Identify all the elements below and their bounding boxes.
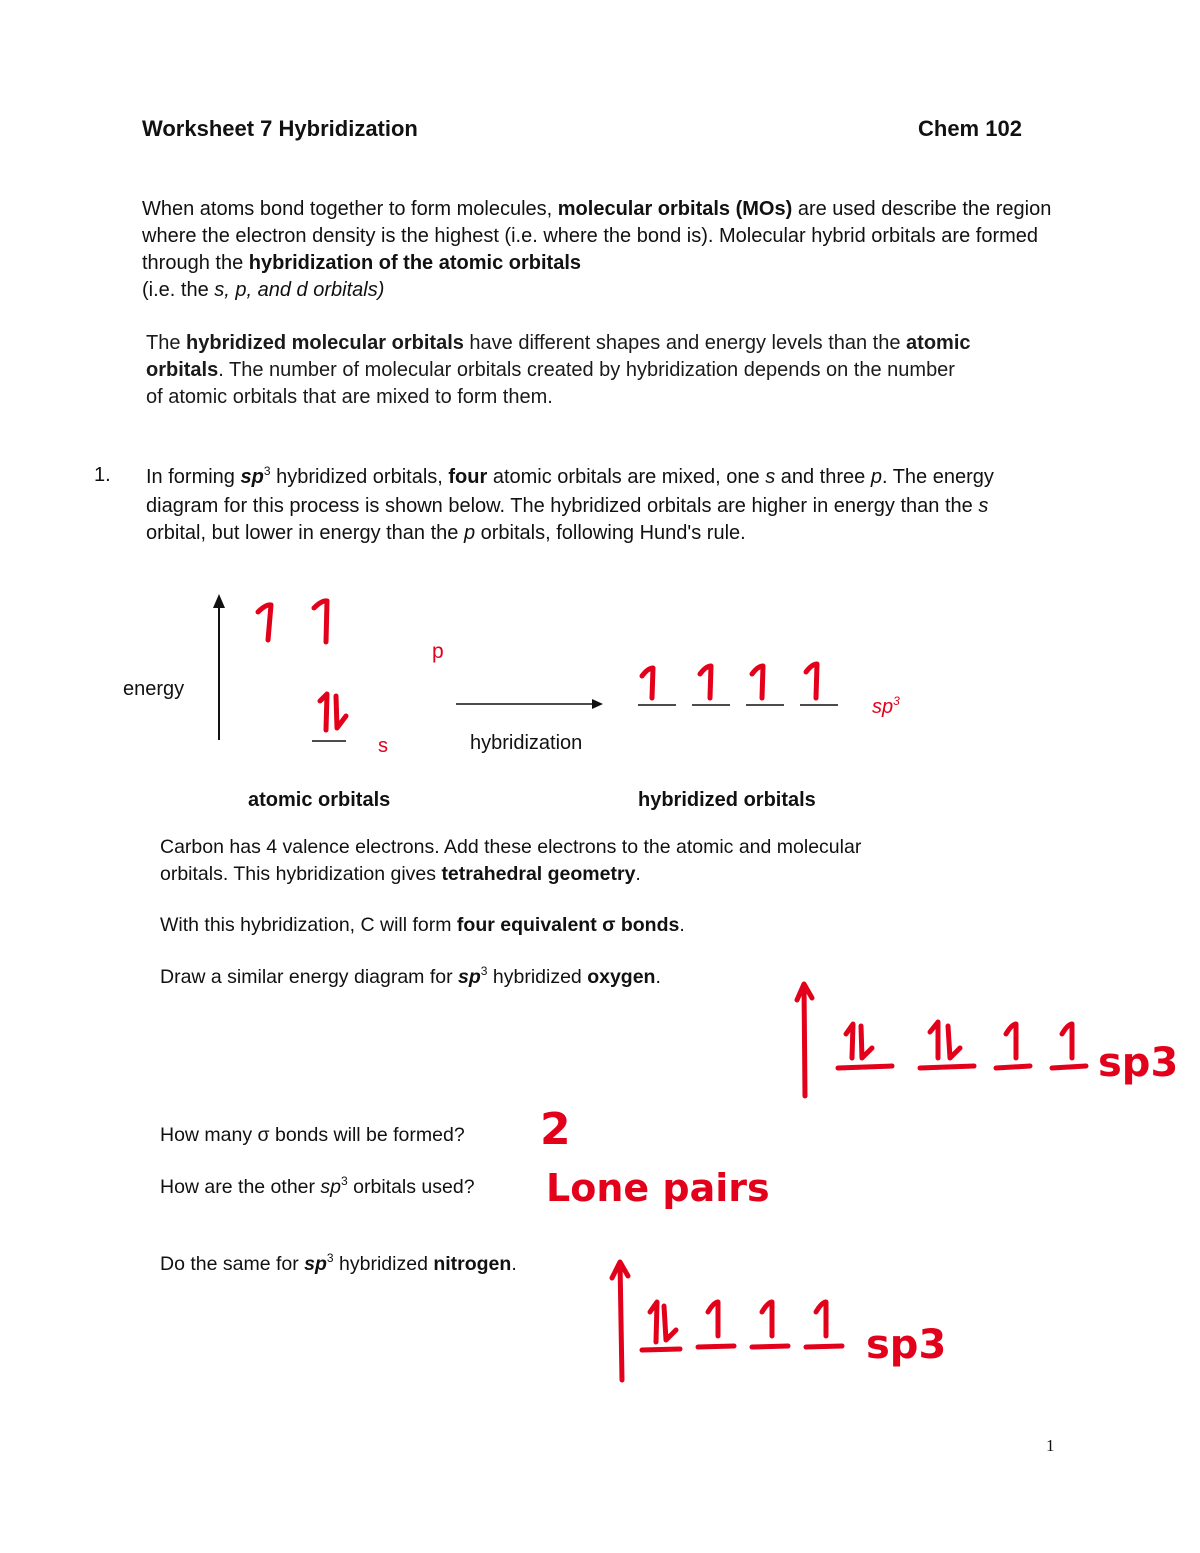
hybridization-arrow bbox=[456, 699, 603, 709]
nitrogen-bold: nitrogen bbox=[433, 1253, 512, 1275]
hybridization-arrow-label: hybridization bbox=[470, 732, 583, 754]
handwritten-s-electron-pair bbox=[320, 694, 327, 730]
handwritten-sigma-answer: 2 bbox=[540, 1104, 571, 1155]
handwritten-nitrogen-electron bbox=[708, 1302, 718, 1336]
para2-bold: hybridized molecular orbitals bbox=[186, 332, 464, 354]
handwritten-p-electron bbox=[314, 601, 327, 642]
q1-italic: s bbox=[765, 466, 776, 488]
nitrogen-text: hybridized bbox=[333, 1253, 434, 1275]
q1-text: atomic orbitals are mixed, one bbox=[487, 466, 766, 488]
carbon-bonds-sentence bbox=[160, 914, 685, 937]
q1-italic: p bbox=[870, 466, 882, 488]
handwritten-oxygen-energy-arrow bbox=[797, 984, 812, 1096]
sp3-label-sup: 3 bbox=[893, 694, 900, 708]
handwritten-oxygen-line bbox=[838, 1066, 892, 1068]
carbon-text: With this hybridization, C will form bbox=[160, 914, 457, 936]
atomic-orbitals-caption: atomic orbitals bbox=[248, 789, 391, 811]
page-number: 1 bbox=[1046, 1436, 1055, 1455]
other-orbitals-question bbox=[160, 1176, 475, 1199]
other-text: orbitals used? bbox=[347, 1176, 475, 1198]
handwritten-other-answer: Lone pairs bbox=[546, 1166, 770, 1210]
q1-text: In forming bbox=[146, 466, 241, 488]
handwritten-nitrogen-electron bbox=[762, 1302, 772, 1336]
intro-bold-hybridization: hybridization of the atomic orbitals bbox=[248, 252, 581, 274]
para2-text: . The number of molecular orbitals created by hybridization depends on the number of atomic orbitals that are mixed to form them. bbox=[146, 359, 955, 408]
handwritten-oxygen-pair bbox=[930, 1022, 960, 1058]
intro-italic-orbitals: s, p, and d orbitals) bbox=[214, 279, 385, 301]
oxygen-text: Draw a similar energy diagram for bbox=[160, 966, 459, 988]
handwritten-nitrogen-pair bbox=[650, 1302, 676, 1342]
handwritten-oxygen-sp3-label: sp3 bbox=[1098, 1040, 1179, 1086]
hybridized-orbitals-caption: hybridized orbitals bbox=[638, 789, 816, 811]
q1-sp: sp bbox=[240, 466, 264, 488]
sp3-orbital-label bbox=[872, 696, 900, 719]
oxygen-prompt bbox=[160, 966, 661, 989]
handwritten-oxygen-line bbox=[996, 1066, 1030, 1068]
p-orbital-label: p bbox=[432, 640, 444, 663]
handwritten-sp3-electron bbox=[752, 666, 763, 698]
other-sup: 3 bbox=[341, 1174, 348, 1188]
handwritten-s-electron-pair bbox=[336, 696, 346, 728]
carbon-text: . bbox=[635, 863, 641, 885]
oxygen-sup: 3 bbox=[480, 964, 488, 978]
worksheet-title: Worksheet 7 Hybridization bbox=[142, 116, 418, 141]
carbon-text: Carbon has 4 valence electrons. Add these electrons to the atomic and molecular orbitals. This hybridization gives bbox=[160, 836, 862, 885]
q1-bold: four bbox=[448, 466, 488, 488]
intro-text: When atoms bond together to form molecules, bbox=[142, 198, 558, 220]
oxygen-text: . bbox=[655, 966, 661, 988]
other-text: How are the other bbox=[160, 1176, 321, 1198]
q1-italic: s bbox=[978, 495, 989, 517]
nitrogen-text: Do the same for bbox=[160, 1253, 305, 1275]
handwritten-oxygen-electron bbox=[1006, 1024, 1016, 1058]
handwritten-nitrogen-line bbox=[806, 1346, 842, 1347]
carbon-bold-bonds: four equivalent σ bonds bbox=[456, 914, 680, 936]
q1-text: orbital, but lower in energy than the bbox=[146, 522, 464, 544]
q1-text: orbitals, following Hund's rule. bbox=[475, 522, 746, 544]
s-orbital-label: s bbox=[378, 735, 388, 757]
carbon-paragraph bbox=[160, 834, 920, 888]
handwritten-sp3-electron bbox=[806, 664, 817, 698]
handwritten-oxygen-pair bbox=[846, 1024, 872, 1058]
intro-text: are used describe the region where the electron density is the highest (i.e. where the bond is). Molecular hybrid orbitals are formed through the bbox=[142, 198, 1052, 274]
q1-text: and three bbox=[775, 466, 871, 488]
para2-bold: atomic orbitals bbox=[146, 332, 971, 381]
handwritten-nitrogen-electron bbox=[816, 1302, 826, 1336]
oxygen-text: hybridized bbox=[487, 966, 588, 988]
nitrogen-text: . bbox=[511, 1253, 517, 1275]
energy-axis-label: energy bbox=[123, 678, 185, 700]
carbon-bold-geometry: tetrahedral geometry bbox=[441, 863, 636, 885]
handwritten-nitrogen-sp3-label: sp3 bbox=[866, 1322, 947, 1368]
handwritten-p-electron bbox=[258, 605, 271, 640]
q1-italic: p bbox=[463, 522, 476, 544]
q1-text: . The energy diagram for this process is shown below. The hybridized orbitals are higher in energy than the bbox=[146, 466, 994, 517]
intro-bold-mos: molecular orbitals (MOs) bbox=[557, 198, 793, 220]
intro-text: (i.e. the bbox=[142, 279, 215, 301]
oxygen-bold: oxygen bbox=[587, 966, 656, 988]
sigma-question: How many σ bonds will be formed? bbox=[160, 1124, 465, 1146]
handwritten-sp3-electron bbox=[700, 666, 711, 698]
handwritten-sp3-electron bbox=[642, 668, 653, 698]
nitrogen-sp: sp bbox=[304, 1253, 327, 1275]
para2-text: have different shapes and energy levels than the bbox=[463, 332, 907, 354]
handwritten-nitrogen-line bbox=[752, 1346, 788, 1347]
oxygen-sp: sp bbox=[458, 966, 481, 988]
nitrogen-sup: 3 bbox=[326, 1251, 334, 1265]
q1-text: hybridized orbitals, bbox=[270, 466, 449, 488]
handwritten-oxygen-line bbox=[920, 1066, 974, 1068]
nitrogen-prompt bbox=[160, 1253, 517, 1276]
sp3-label-text: sp bbox=[872, 696, 894, 718]
handwritten-nitrogen-line bbox=[642, 1349, 680, 1350]
handwritten-oxygen-electron bbox=[1062, 1024, 1072, 1058]
carbon-text: . bbox=[679, 914, 685, 936]
q1-sup: 3 bbox=[263, 464, 271, 478]
other-sp: sp bbox=[320, 1176, 342, 1198]
handwritten-nitrogen-line bbox=[698, 1346, 734, 1347]
question-number: 1. bbox=[94, 464, 111, 486]
handwritten-oxygen-line bbox=[1052, 1066, 1086, 1068]
handwritten-nitrogen-energy-arrow bbox=[612, 1262, 628, 1380]
course-label: Chem 102 bbox=[918, 116, 1022, 141]
para2-text: The bbox=[146, 332, 187, 354]
energy-axis-arrow bbox=[213, 594, 225, 740]
